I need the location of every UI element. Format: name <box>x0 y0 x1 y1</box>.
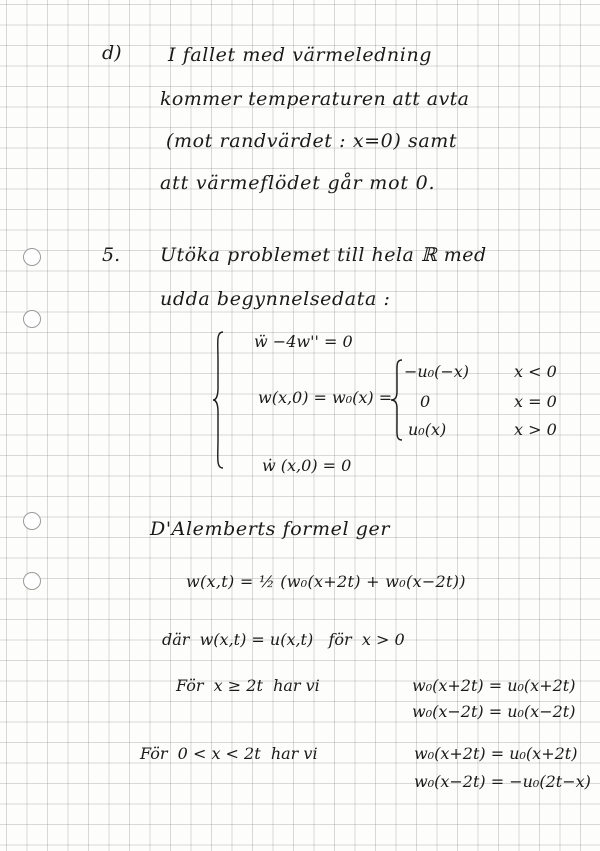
case-2-expr: 0 <box>420 392 431 411</box>
case-1-cond: x < 0 <box>514 362 557 381</box>
system-eq-3: ẇ (x,0) = 0 <box>262 456 352 475</box>
section-d-line-4: att värmeflödet går mot 0. <box>160 172 436 194</box>
case-2-eq-2: w₀(x−2t) = −u₀(2t−x) <box>414 772 591 791</box>
case-3-expr: u₀(x) <box>408 420 447 439</box>
dalembert-formula: w(x,t) = ½ (w₀(x+2t) + w₀(x−2t)) <box>186 572 466 591</box>
case-2-cond: x = 0 <box>514 392 557 411</box>
case-2-label: För 0 < x < 2t har vi <box>140 744 318 763</box>
system-brace <box>212 330 224 470</box>
system-eq-1: ẅ −4w'' = 0 <box>254 332 353 351</box>
section-5-label: 5. <box>102 244 121 266</box>
section-d-line-1: I fallet med värmeledning <box>168 44 433 66</box>
dalembert-intro: D'Alemberts formel ger <box>150 518 391 540</box>
section-5-line-2: udda begynnelsedata : <box>160 288 391 310</box>
case-3-cond: x > 0 <box>514 420 557 439</box>
punch-hole <box>23 310 41 328</box>
cases-brace <box>389 358 403 442</box>
system-eq-2-lhs: w(x,0) = w₀(x) = <box>258 388 393 407</box>
case-1-eq-2: w₀(x−2t) = u₀(x−2t) <box>412 702 576 721</box>
case-1-label: För x ≥ 2t har vi <box>176 676 320 695</box>
section-d-label: d) <box>102 42 122 64</box>
punch-hole <box>23 512 41 530</box>
section-d-line-3: (mot randvärdet : x=0) samt <box>166 130 458 152</box>
punch-hole <box>23 248 41 266</box>
case-1-expr: −u₀(−x) <box>404 362 470 381</box>
case-2-eq-1: w₀(x+2t) = u₀(x+2t) <box>414 744 578 763</box>
where-line: där w(x,t) = u(x,t) för x > 0 <box>162 630 405 649</box>
punch-hole <box>23 572 41 590</box>
section-d-line-2: kommer temperaturen att avta <box>160 88 470 110</box>
case-1-eq-1: w₀(x+2t) = u₀(x+2t) <box>412 676 576 695</box>
section-5-line-1: Utöka problemet till hela ℝ med <box>160 244 487 266</box>
